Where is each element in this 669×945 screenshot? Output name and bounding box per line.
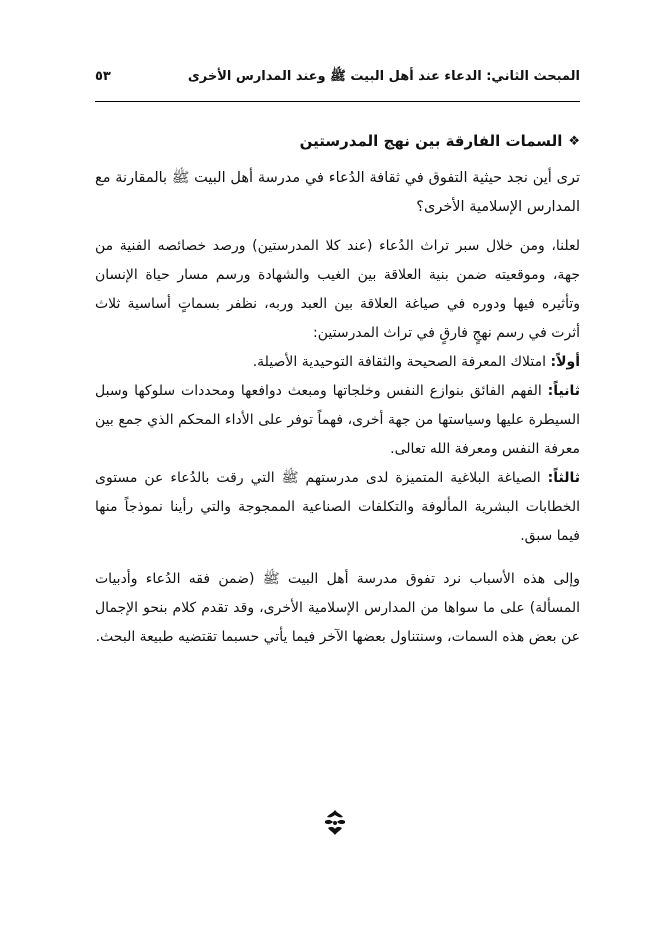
list-item-marker: ثانياً:	[547, 383, 580, 399]
decorative-ornament-icon	[320, 808, 350, 838]
body-paragraph: لعلنا، ومن خلال سبر تراث الدُعاء (عند كلا المدرستين) ورصد خصائصه الفنية من جهة، وموقعيته ضمن بنية العلاقة بين الغيب والشهادة ورسم مسار حياة الإنسان وتأثيره فيها ودوره في صياغة العلاقة بين العبد وربه، نظفر بسماتٍ أساسية ثلاث أثرت في رسم نهجٍ فارقٍ في تراث المدرستين:	[95, 238, 580, 341]
running-header	[95, 68, 580, 102]
list-item-text: امتلاك المعرفة الصحيحة والثقافة التوحيدية الأصيلة.	[252, 354, 551, 370]
section-heading-text: السمات الفارقة بين نهج المدرستين	[299, 132, 563, 150]
list-item-third	[95, 464, 580, 551]
section-heading	[95, 132, 580, 150]
list-item-marker: ثالثاً:	[547, 470, 580, 486]
list-item-first	[95, 348, 580, 377]
page-number: ٥٣	[95, 69, 111, 84]
list-item-text: الصياغة البلاغية المتميزة لدى مدرستهم ﷺ التي رقت بالدُعاء عن مستوى الخطابات البشرية المألوفة والتكلفات الصناعية الممجوجة والتي رأينا نموذجاً منها فيما سبق.	[95, 470, 580, 544]
book-page	[95, 68, 580, 652]
list-item-second	[95, 377, 580, 464]
list-item-marker: أولاً:	[550, 354, 580, 370]
running-header-title: المبحث الثاني: الدعاء عند أهل البيت ﷺ وعند المدارس الأخرى	[187, 69, 580, 84]
list-item-text: الفهم الفائق بنوازع النفس وخلجاتها ومبعث دوافعها ومحددات سلوكها وسبل السيطرة عليها وسياستها من جهة أخرى، فهماً توفر على الأداء المحكم الذي جمع بين معرفة النفس ومعرفة الله تعالى.	[95, 383, 580, 457]
intro-question-paragraph: ترى أين نجد حيثية التفوق في ثقافة الدُعاء في مدرسة أهل البيت ﷺ بالمقارنة مع المدارس الإسلامية الأخرى؟	[95, 170, 580, 215]
closing-paragraph: وإلى هذه الأسباب نرد تفوق مدرسة أهل البيت ﷺ (ضمن فقه الدُعاء وأدبيات المسألة) على ما سواها من المدارس الإسلامية الأخرى، وقد تقدم كلام بنحو الإجمال عن بعض هذه السمات، وسنتناول بعضها الآخر فيما يأتي حسبما تقتضيه طبيعة البحث.	[95, 571, 580, 645]
diamond-bullet-icon: ❖	[568, 133, 580, 149]
